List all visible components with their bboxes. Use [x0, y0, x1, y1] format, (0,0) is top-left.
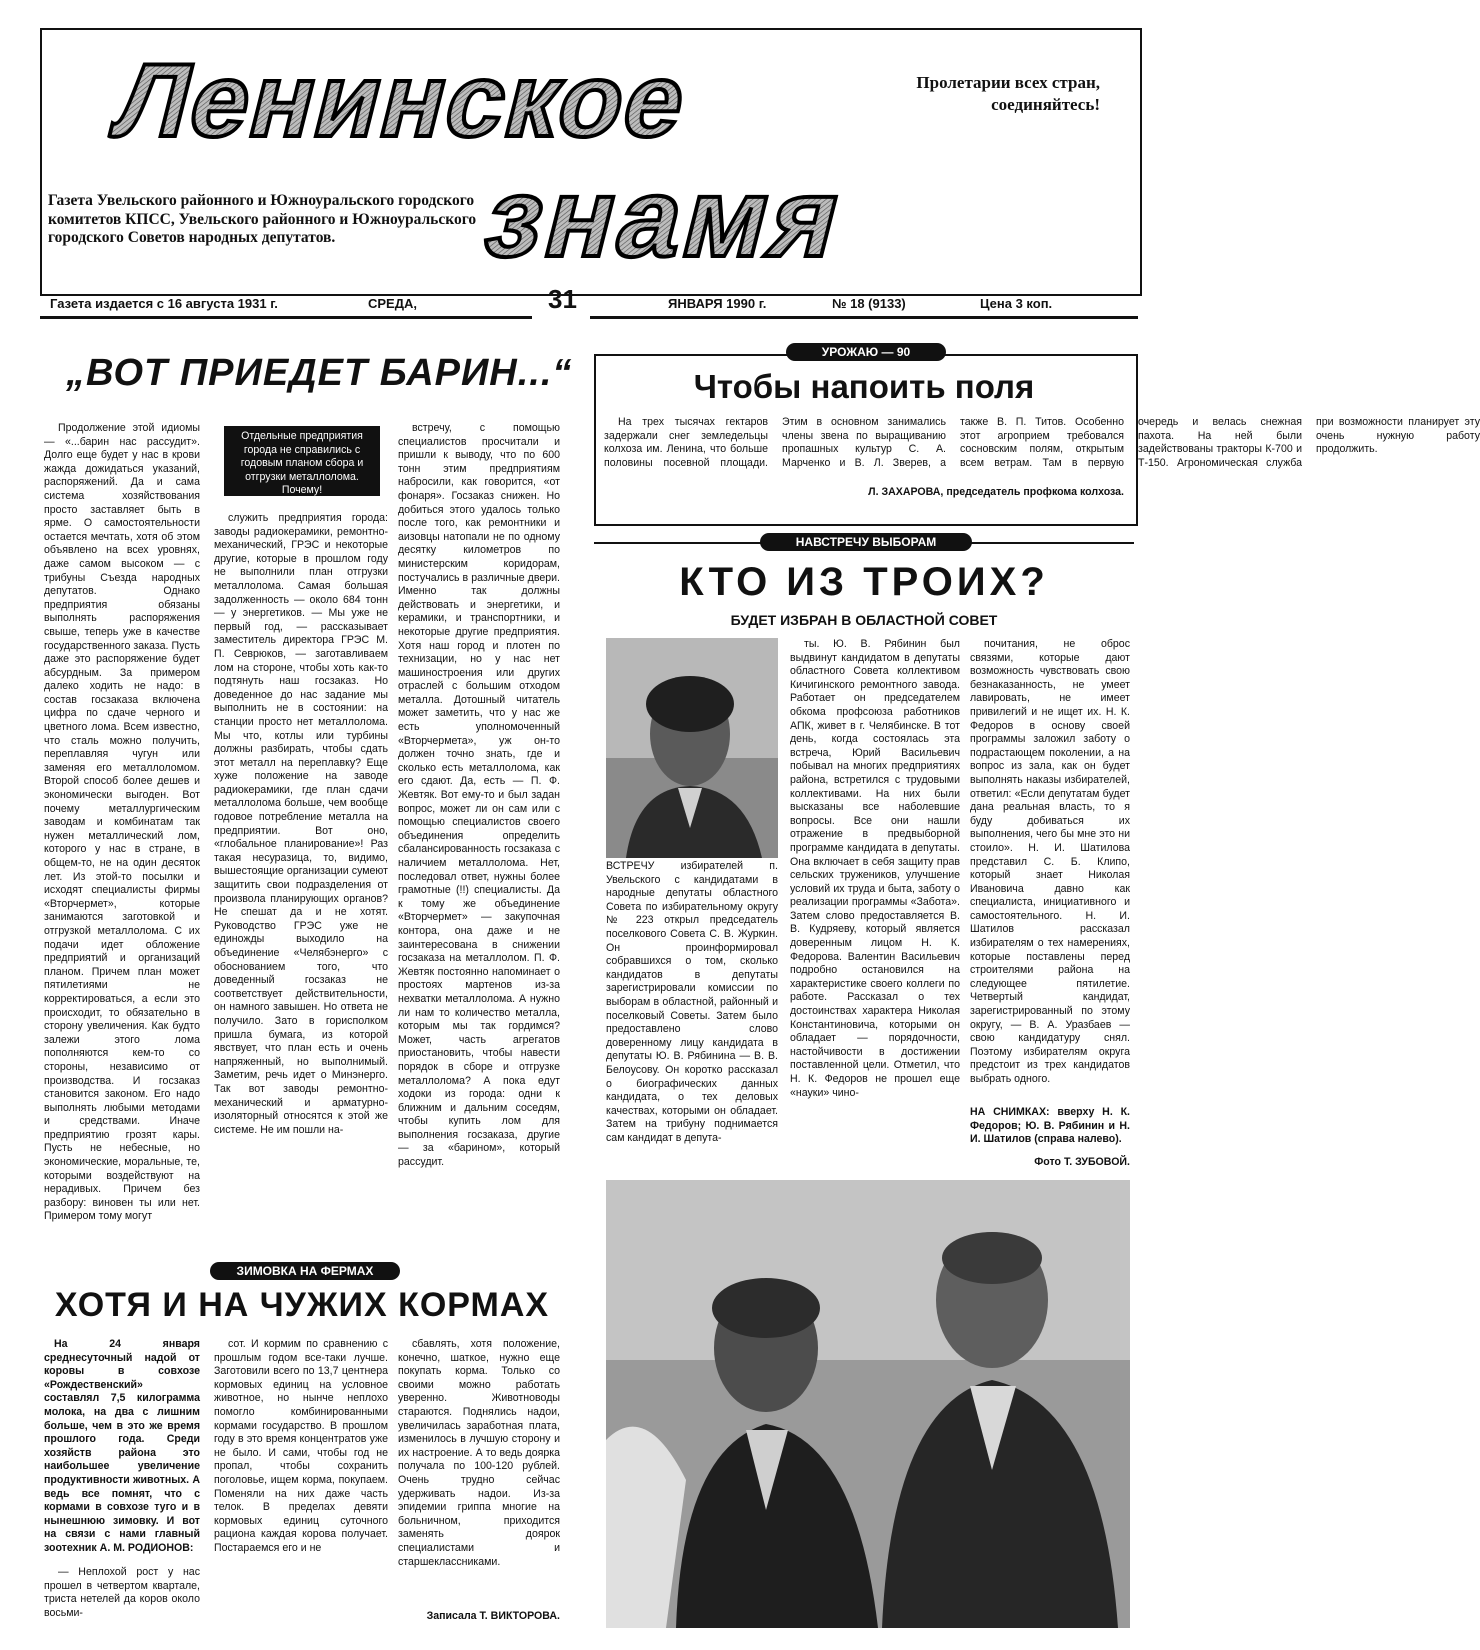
- issue-month-year: ЯНВАРЯ 1990 г.: [668, 296, 767, 311]
- elections-column-2: ты. Ю. В. Рябинин был выдвинут кандидатом в депутаты областного Совета коллективом Кичигинского ремонтного завода. Работает он председателем обкома профсоюза работников АПК, живет в г. Челябинске. В тот день, когда состоялась эта встреча, Юрий Васильевич побывал на многих предприятиях района, встретился с трудовыми коллективами. На них были высказаны все наболевшие вопросы. Все они нашли отражение в предвыборной программе кандидата в депутаты. Она включает в себя защиту прав сельских тружеников, улучшение условий их труда и быта, заботу о реализации программы «Забота». Затем слово предоставляется В. В. Кудряеву, который является доверенным лицом Н. К. Федорова. Валентин Васильевич подробно остановился на характеристике своего коллеги по работе. Рассказал о тех достоинствах характера Николая Константиновича, которыми он обладает — порядочности, настойчивости в достижении поставленной цели. Отметил, что Н. К. Федоров не прошел еще «науки» чино-: [790, 638, 960, 1099]
- logo-line-2: знамя: [473, 155, 858, 281]
- slogan: Пролетарии всех стран, соединяйтесь!: [916, 73, 1100, 114]
- winter-signature: Записала Т. ВИКТОРОВА.: [426, 1610, 560, 1622]
- field-text: На трех тысячах гектаров задержали снег земледельцы колхоза им. Ленина, что больше половины посевной площади. Этим в основном занимались члены звена по выращиванию пропашных культур С. А. Марченко и В. Л. Зверев, а также В. П. Титов. Особенно этот агроприем требовался сосновским полям, открытым всем ветрам. Там в первую очередь и велась снежная пахота. На ней были задействованы тракторы К-700 и Т-150. Агрономическая служба при возможности планирует эту очень нужную работу продолжить.: [604, 416, 1480, 469]
- elections-subheadline: БУДЕТ ИЗБРАН В ОБЛАСТНОЙ СОВЕТ: [730, 612, 998, 628]
- elections-column-1: ВСТРЕЧУ избирателей п. Увельского с кандидатами в народные депутаты областного Совета по избирательному округу № 223 открыл председатель поселкового Совета С. В. Журкин. Он проинформировал собравшихся о том, сколько кандидатов в депутаты зарегистрировали комиссии по выборам в областной, районный и поселковый Советы. Затем было предоставлено слово доверенному лицу кандидата в депутаты Ю. В. Рябинина — В. В. Белоусову. Он коротко рассказал о биографических данных кандидата, о тех деловых качествах, которыми он обладает. Затем на трибуну поднимается сам кандидат в депута-: [606, 860, 778, 1144]
- field-headline: Чтобы напоить поля: [693, 368, 1035, 405]
- barin-column-1: Продолжение этой идиомы — «...барин нас рассудит». Долго еще будет у нас в крови жажда дожидаться указаний, распоряжений. Да и сама система хозяйствования просто заставляет быть в ярме. О самостоятельности остается мечтать, хотя об этом объявлено на всех уровнях, даже самом высоком — с трибуны Съезда народных депутатов. Однако предприятия обязаны выполнять распоряжения свыше, теперь уже в качестве государственного заказа. Пусть даже это распоряжение будет абсурдным. За примером далеко ходить не надо: в состав госзаказа включена цифра по сдаче черного и цветного лома. Всем известно, что сталь можно получить, переплавляя чугун или заменяя его металлоломом. Второй способ более дешев и экономически выгоден. Вот почему металлургическим заводам и комбинатам так нужен металлический лом, которого у нас в стране, в общем-то, не на один десяток лет. Из этой-то посылки и исходят специалисты фирмы «Вторчермет», которые занимаются заготовкой и отгрузкой металлолома. С их подачи идет обложение предприятий и организаций планом. Причем план может пятилетиями не корректироваться, а если это происходит, то обязательно в сторону увеличения. Как будто залежи этого лома пополняются кем-то со стороны, независимо от производства. И госзаказ становится законом. Его надо выполнять любыми методами и средствами. Иначе предприятию грозят кары. Пусть не небесные, но экономические, моральные, те, которыми воздействуют на нерадивых. Причем без разбору: виновен ты или нет. Примером тому могут: [44, 422, 200, 1223]
- weekday: СРЕДА,: [368, 296, 417, 311]
- barin-lead-box: Отдельные предприятия города не справились с годовым планом сбора и отгрузки металлолома. Почему!: [224, 426, 380, 496]
- field-rubric: УРОЖАЮ — 90: [786, 343, 946, 361]
- winter-column-2: сот. И кормим по сравнению с прошлым годом все-таки лучше. Заготовили всего по 13,7 центнера кормовых единиц на условное животное, но нынче неплохо помогло комбинированными кормами государство. В прошлом году в это время концентратов уже не было. И сами, чтобы год не пропал, чтобы сохранить поголовье, ищем корма, покупаем. Поменяли на них даже часть телок. В пределах девяти кормовых единиц суточного рациона каждая корова получает. Постараемся его и не: [214, 1338, 388, 1554]
- publisher-line: Газета Увельского районного и Южноуральского городского комитетов КПСС, Увельского районного и Южноуральского городского Советов народных депутатов.: [48, 192, 477, 246]
- issue-number: № 18 (9133): [832, 296, 906, 311]
- logo-line-1: Ленинское: [103, 42, 701, 159]
- candidates-photo: [606, 1180, 1130, 1628]
- elections-column-3: почитания, не оброс связями, которые дают возможность чувствовать свою безнаказанность, не умеет лавировать, не имеет привилегий и не ищет их. Н. К. Федоров в основу своей программы заложил заботу о подрастающем поколении, а на вопрос из зала, как он будет выполнять наказы избирателей, ответил: «Если депутатам будет дана реальная власть, то я буду добиваться их выполнения, чего бы мне это ни стоило». Н. И. Шатилова представил С. Б. Клипо, который знает Николая Ивановича давно как специалиста, инициативного и самостоятельного. Н. И. Шатилов рассказал избирателям о тех намерениях, которые поставлены перед строителями района на следующее пятилетие. Четвертый кандидат, зарегистрированный по этому округу, — В. А. Уразбаев — свою кандидатуру снял. Поэтому избирателям округа предстоит из трех кандидатов выбрать одного.: [970, 638, 1130, 1085]
- portrait-fedorov-photo: [606, 638, 778, 858]
- winter-lead: На 24 января среднесуточный надой от коровы в совхозе «Рождественский» составлял 7,5 килограмма молока, на два с лишним больше, чем в это же время прошлого года. Среди хозяйств района это наибольшее увеличение продуктивности животных. А ведь все помнят, что с кормами в совхозе туго и в нынешнюю зимовку. И вот на связи с нами главный зоотехник А. М. РОДИОНОВ:: [44, 1338, 200, 1554]
- winter-rubric: ЗИМОВКА НА ФЕРМАХ: [210, 1262, 400, 1280]
- issue-day: 31: [548, 284, 577, 314]
- barin-column-2: служить предприятия города: заводы радиокерамики, ремонтно-механический, ГРЭС и некоторые другие, которые в прошлом году не выполнили план отгрузки металлолома. Самая большая задолженность — около 684 тонн — у энергетиков. — Мы уже не первый год, — рассказывает заместитель директора ГРЭС М. П. Севрюков, — заготавливаем лом на стороне, чтобы хоть как-то подтянуть наш госзаказ. Но доведенное до нас задание мы выполнить не в состоянии: на станции просто нет металлолома. Мы что, котлы или турбины должны разбирать, чтобы сдать этот металл на переплавку? Еще хуже положение на заводе радиокерамики, где план сдачи металлолома больше, чем вообще годовое потребление металла на предприятии. Вот оно, «глобальное планирование»! Раз такая несуразица, то, видимо, вышестоящие организации сумеют защитить свои подразделения от произвола планирующих органов? Не спешат да и не хотят. Руководство ГРЭС уже не единожды выходило на объединение «Челябэнерго» с обоснованием того, что доведенный госзаказ не соответствует действительности, он намного завышен. Но ответа не получило. Зато в горисполком пришла бумага, из которой явствует, что план есть и очень напряженный, но выполнимый. Заметим, речь идет о Минэнерго. Так вот заводы ремонтно-механический и арматурно-изоляторный относятся к этой же системе. Не им пошли на-: [214, 512, 388, 1136]
- barin-headline: „ВОТ ПРИЕДЕТ БАРИН...“: [66, 352, 573, 394]
- divider-right: [590, 316, 1138, 319]
- field-signature: Л. ЗАХАРОВА, председатель профкома колхоза.: [868, 486, 1124, 498]
- photo-credit: Фото Т. ЗУБОВОЙ.: [1034, 1156, 1130, 1168]
- winter-column-3: сбавлять, хотя положение, конечно, шаткое, нужно еще покупать корма. Только со своими можно работать уверенно. Животноводы стараются. Поднялись надои, увеличилась заработная плата, изменилось в лучшую сторону и их настроение. А то ведь доярка получала по 100-120 рублей. Очень трудно сейчас удерживать надои. Из-за эпидемии гриппа многие на больничном, приходится заменять доярок специалистами и старшеклассниками.: [398, 1338, 560, 1568]
- winter-column-1: — Неплохой рост у нас прошел в четвертом квартале, триста нетелей да коров около восьми-: [44, 1566, 200, 1619]
- winter-headline: ХОТЯ И НА ЧУЖИХ КОРМАХ: [54, 1286, 550, 1324]
- divider-left: [40, 316, 532, 319]
- issue-price: Цена 3 коп.: [980, 296, 1053, 311]
- elections-headline: КТО ИЗ ТРОИХ?: [679, 560, 1049, 604]
- barin-column-3: встречу, с помощью специалистов просчитали и пришли к выводу, что по 600 тонн этим предприятиям набросили, как говорится, «от фонаря». Госзаказ снижен. Но добиться этого удалось только после того, как ремонтники и аизовцы натопали не по одному десятку километров по министерским коридорам, постучались в различные двери. Именно так должны действовать и энергетики, и керамики, и транспортники, и некоторые другие предприятия. Хотя наш город и плотен по технизации, но у нас нет машиностроения или других отраслей с большим отходом металла. Дотошный читатель может заметить, что у нас же есть уполномоченный «Вторчермета», уж он-то должен точно знать, где и сколько есть металлолома, как его сдают. Да, есть — П. Ф. Жевтяк. Вот ему-то и был задан вопрос, может ли он сам или с помощью специалистов своего объединения определить сбалансированность госзаказа с наличием металлолома. Нет, последовал ответ, нужны более грамотные (!!) специалисты. Да к тому же объединение «Вторчермет» — закупочная контора, она даже и не заинтересована в снижении госзаказа на металлолом. П. Ф. Жевтяк постоянно напоминает о простоях мартенов из-за нехватки металлолома. А нужно ли нам то количество металла, которым мы так гордимся? Может, часть агрегатов приостановить, чтобы навести порядок в сборе и отгрузке металлолома? А пока едут ходоки из города: одни к ближним и дальним соседям, чтобы купить лом для выполнения госзаказа, другие — за «барином», который рассудит.: [398, 422, 560, 1169]
- photo-caption: НА СНИМКАХ: вверху Н. К. Федоров; Ю. В. Рябинин и Н. И. Шатилов (справа налево).: [970, 1106, 1130, 1146]
- founded-date: Газета издается с 16 августа 1931 г.: [50, 296, 278, 311]
- elections-rubric: НАВСТРЕЧУ ВЫБОРАМ: [760, 533, 972, 551]
